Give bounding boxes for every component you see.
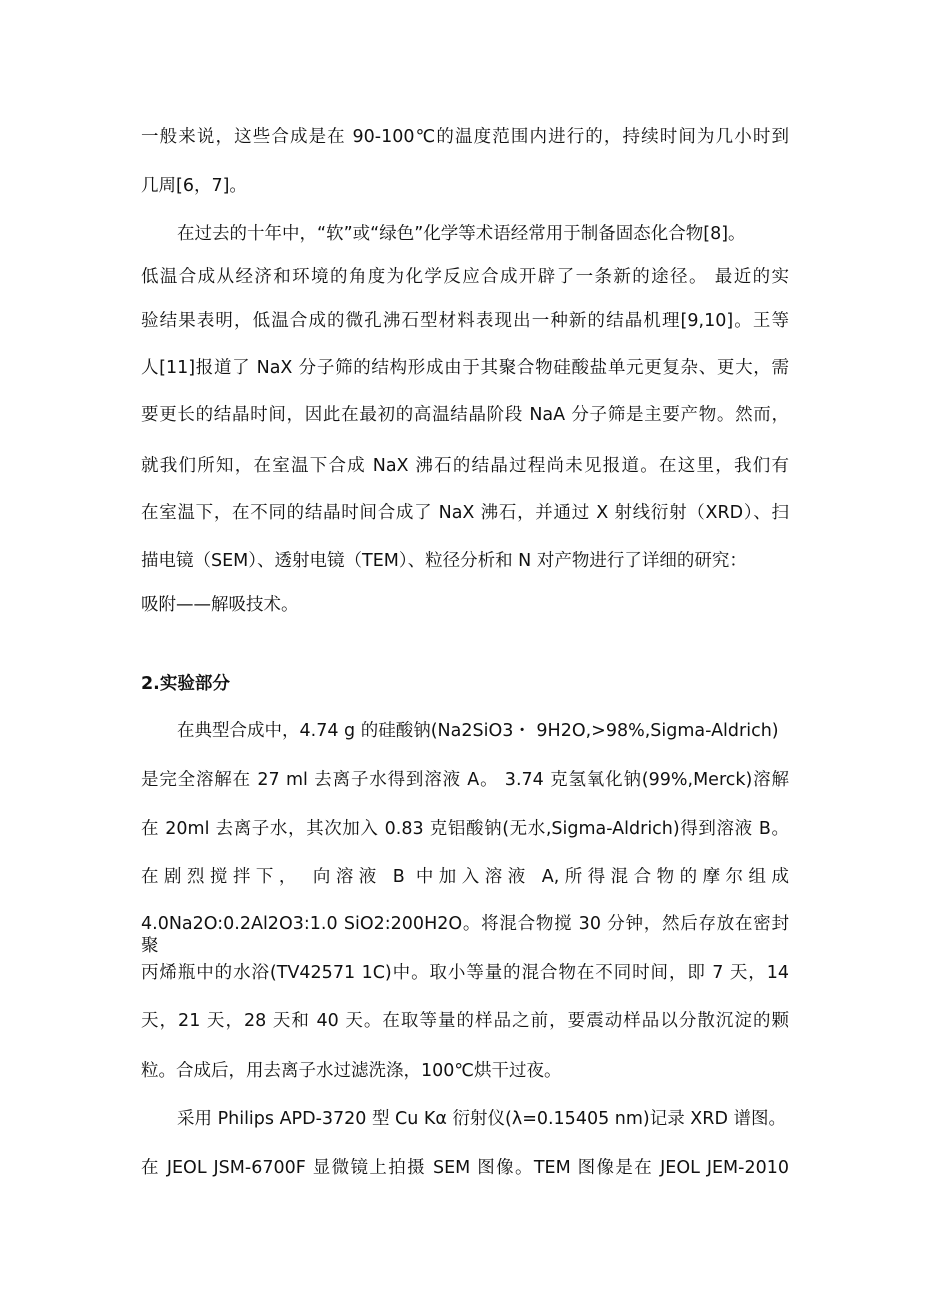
paragraph-2-line-3: 验结果表明，低温合成的微孔沸石型材料表现出一种新的结晶机理[9,10]。王等 bbox=[141, 311, 789, 331]
paragraph-3-line-6: 丙烯瓶中的水浴(TV42571 1C)中。取小等量的混合物在不同时间，即 7 天，14 bbox=[141, 963, 789, 983]
paragraph-2-line-8: 描电镜（SEM）、透射电镜（TEM）、粒径分析和 N 对产物进行了详细的研究： bbox=[141, 551, 747, 571]
paragraph-1-line-2: 几周[6，7]。 bbox=[141, 176, 247, 196]
paragraph-3-line-3: 在 20ml 去离子水，其次加入 0.83 克铝酸钠(无水,Sigma-Aldrich)得到溶液 B。 bbox=[141, 819, 789, 839]
paragraph-2-line-6: 就我们所知，在室温下合成 NaX 沸石的结晶过程尚未见报道。在这里，我们有 bbox=[141, 456, 789, 476]
section-heading: 2.实验部分 bbox=[141, 674, 230, 694]
paragraph-3-line-5: 4.0Na2O:0.2Al2O3:1.0 SiO2:200H2O。将混合物搅 30 分钟，然后存放在密封聚 bbox=[141, 914, 789, 956]
paragraph-3-line-1: 在典型合成中，4.74 g 的硅酸钠(Na2SiO3・ 9H2O,>98%,Sigma-Aldrich) bbox=[177, 721, 779, 741]
paragraph-2-line-9: 吸附——解吸技术。 bbox=[141, 595, 299, 615]
paragraph-2-line-2: 低温合成从经济和环境的角度为化学反应合成开辟了一条新的途径。 最近的实 bbox=[141, 267, 789, 287]
paragraph-3-line-4: 在剧烈搅拌下， 向溶液 B 中加入溶液 A,所得混合物的摩尔组成 bbox=[141, 867, 789, 887]
paragraph-3-line-8: 粒。合成后，用去离子水过滤洗涤，100℃烘干过夜。 bbox=[141, 1061, 562, 1081]
paragraph-2-line-7: 在室温下，在不同的结晶时间合成了 NaX 沸石，并通过 X 射线衍射（XRD）、扫 bbox=[141, 503, 789, 523]
paragraph-2-line-4: 人[11]报道了 NaX 分子筛的结构形成由于其聚合物硅酸盐单元更复杂、更大，需 bbox=[141, 358, 789, 378]
paragraph-2-line-5: 要更长的结晶时间，因此在最初的高温结晶阶段 NaA 分子筛是主要产物。然而， bbox=[141, 405, 789, 425]
paragraph-4-line-1: 采用 Philips APD-3720 型 Cu Kα 衍射仪(λ=0.15405 nm)记录 XRD 谱图。 bbox=[177, 1109, 786, 1129]
paragraph-2-line-1: 在过去的十年中，“软”或“绿色”化学等术语经常用于制备固态化合物[8]。 bbox=[177, 224, 746, 244]
paragraph-3-line-2: 是完全溶解在 27 ml 去离子水得到溶液 A。 3.74 克氢氧化钠(99%,Merck)溶解 bbox=[141, 770, 789, 790]
paragraph-1-line-1: 一般来说，这些合成是在 90-100℃的温度范围内进行的，持续时间为几小时到 bbox=[141, 127, 789, 147]
paragraph-3-line-7: 天，21 天，28 天和 40 天。在取等量的样品之前，要震动样品以分散沉淀的颗 bbox=[141, 1011, 789, 1031]
paragraph-4-line-2: 在 JEOL JSM-6700F 显微镜上拍摄 SEM 图像。TEM 图像是在 JEOL JEM-2010 bbox=[141, 1158, 789, 1178]
